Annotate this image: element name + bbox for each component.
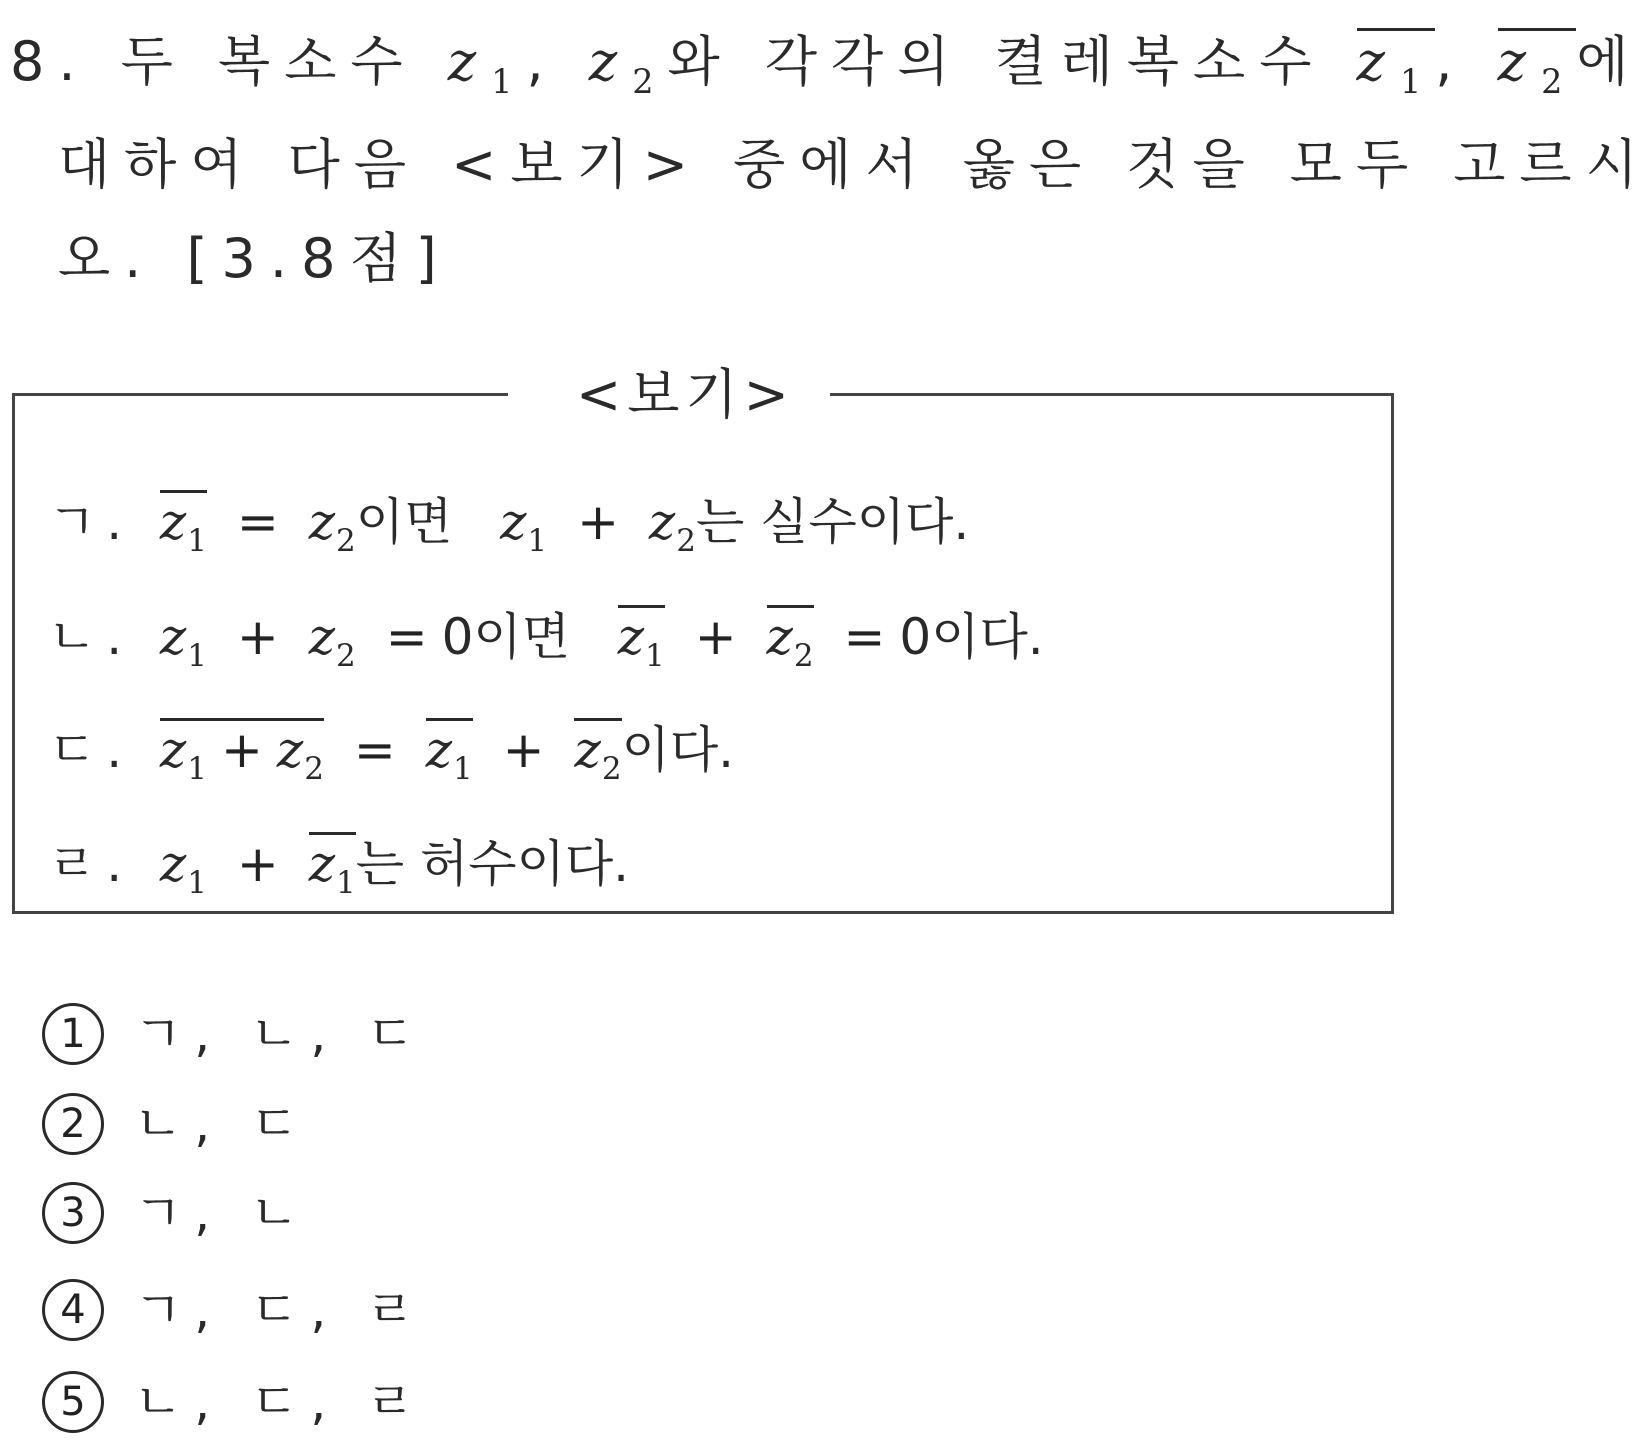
var-z1: $z_1$	[447, 30, 527, 101]
choice-number-circle: 4	[42, 1279, 104, 1341]
expr-z1-conjugate: $z_1$	[160, 490, 207, 547]
expr-z1: $z_1$	[159, 608, 207, 674]
bogi-box-top-border-right	[830, 393, 1391, 396]
statement-giyeok: ㄱ. $z_1 = z_2$이면 $z_1 + z_2$는 실수이다.	[48, 490, 969, 547]
statement-nieun: ㄴ. $z_1 + z_2 = 0$이면 $z_1 + z_2 = 0$이다.	[48, 605, 1044, 662]
question-line-3: 오. [3.8점]	[58, 227, 451, 290]
question-line-1: 8. 두 복소수 $z_1$, $z_2$와 각각의 켤레복소수 $z_1$, $z_2$에	[10, 30, 1643, 101]
expr-z1-conjugate: $z_1$	[426, 718, 473, 775]
expr-z2-conjugate: $z_2$	[574, 718, 621, 775]
choice-number-circle: 3	[42, 1182, 104, 1244]
statement-text-end: 는 허수이다.	[355, 835, 630, 893]
answer-choice-5[interactable]	[42, 1371, 426, 1433]
expr-z1: $z_1$	[159, 835, 207, 901]
bogi-title: <보기>	[576, 363, 795, 426]
statement-text-end: 이다.	[621, 721, 735, 779]
answer-choice-4[interactable]	[42, 1279, 426, 1341]
expr-z2: $z_2$	[308, 608, 356, 674]
expr-z2: $z_2$	[308, 493, 356, 559]
statement-label: ㄹ.	[48, 835, 133, 893]
statement-text-mid: 이면	[355, 493, 453, 551]
choice-text: ㄴ, ㄷ, ㄹ	[134, 1373, 427, 1431]
choice-number-circle: 2	[42, 1093, 104, 1155]
question-text-b: 와 각각의 켤레복소수	[667, 30, 1326, 93]
choice-text: ㄱ, ㄴ, ㄷ	[134, 1005, 427, 1063]
answer-choice-1[interactable]	[42, 1003, 426, 1065]
statement-label: ㄱ.	[48, 493, 133, 551]
choice-text: ㄱ, ㄷ, ㄹ	[134, 1281, 427, 1339]
statement-digeut: ㄷ. $z_1 + z_2 = z_1 + z_2$이다.	[48, 718, 734, 775]
expr-z1-conjugate: $z_1$	[309, 832, 356, 889]
expr-sum-conjugate: $z_1 + z_2$	[160, 718, 324, 775]
statement-text-end: 0이다.	[899, 608, 1044, 666]
expr-z2-conjugate: $z_2$	[767, 605, 814, 662]
choice-text: ㄱ, ㄴ	[134, 1184, 311, 1242]
bogi-box-top-border-left	[12, 393, 508, 396]
expr-z1: $z_1$	[500, 493, 548, 559]
var-z2: $z_2$	[588, 30, 668, 101]
expr-z2: $z_2$	[648, 493, 696, 559]
statement-text-mid: 0이면	[441, 608, 571, 666]
statement-label: ㄴ.	[48, 608, 133, 666]
statement-label: ㄷ.	[48, 721, 133, 779]
expr-z1-conjugate: $z_1$	[618, 605, 665, 662]
answer-choice-3[interactable]	[42, 1182, 310, 1244]
var-z1-conjugate: $z_1$	[1356, 30, 1436, 101]
question-text-a: 두 복소수	[120, 30, 417, 93]
statement-text-end: 는 실수이다.	[695, 493, 970, 551]
var-z2-conjugate: $z_2$	[1497, 30, 1577, 101]
question-line-2: 대하여 다음 <보기> 중에서 옳은 것을 모두 고르시	[58, 133, 1652, 196]
statement-rieul: ㄹ. $z_1 + z_1$는 허수이다.	[48, 832, 629, 889]
question-text-c: 에	[1576, 30, 1643, 93]
choice-number-circle: 5	[42, 1371, 104, 1433]
choice-number-circle: 1	[42, 1003, 104, 1065]
choice-text: ㄴ, ㄷ	[134, 1095, 311, 1153]
answer-choice-2[interactable]	[42, 1093, 310, 1155]
question-number: 8.	[10, 30, 90, 93]
